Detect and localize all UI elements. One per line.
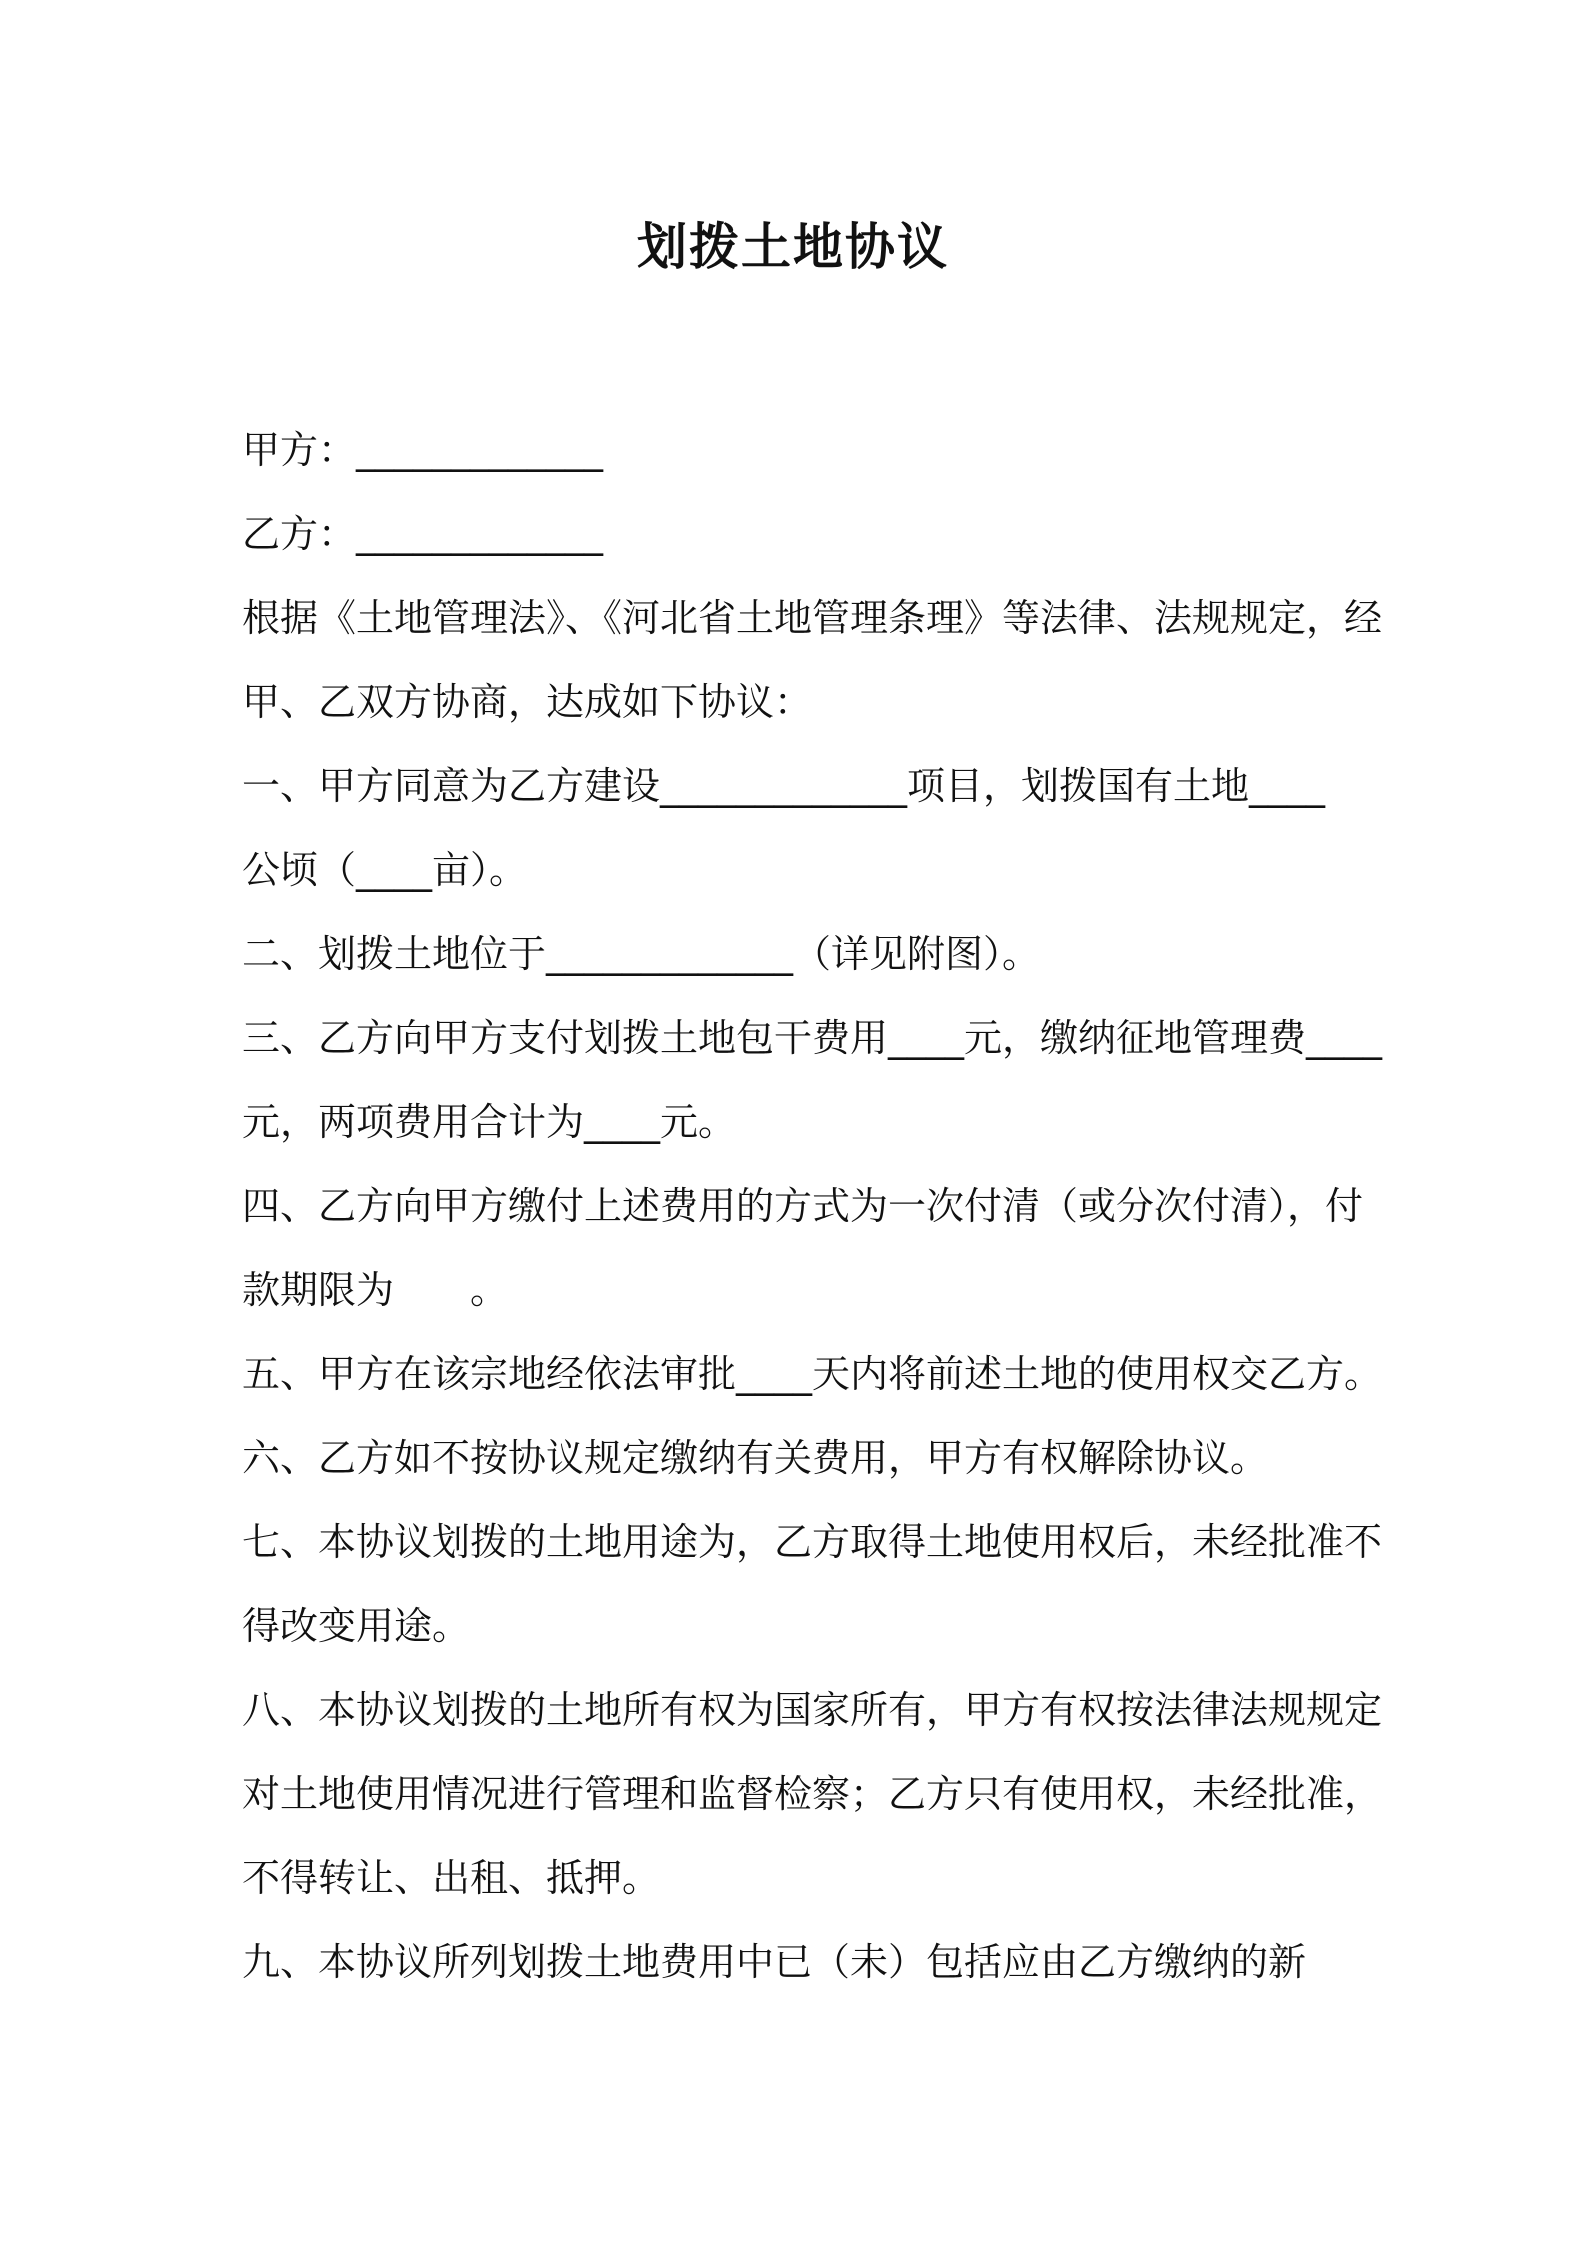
preamble-line-2: 甲、乙双方协商，达成如下协议： — [242, 680, 813, 724]
document-body — [242, 408, 1383, 2004]
clause-3-line-2: 元，两项费用合计为____元。 — [242, 1100, 737, 1144]
clause-5-line-1: 五、甲方在该宗地经依法审批____天内将前述土地的使用权交乙方。 — [242, 1352, 1383, 1396]
party-b-line: 乙方：_____________ — [242, 512, 604, 556]
preamble-line-1: 根据《土地管理法》、《河北省土地管理条理》等法律、法规规定，经 — [242, 596, 1383, 640]
clause-9-line-1: 九、本协议所列划拨土地费用中已（未）包括应由乙方缴纳的新 — [242, 1940, 1307, 1984]
clause-7-line-2: 得改变用途。 — [242, 1604, 471, 1648]
document-title: 划拨土地协议 — [637, 218, 949, 276]
clause-4-line-1: 四、乙方向甲方缴付上述费用的方式为一次付清（或分次付清），付 — [242, 1184, 1364, 1228]
party-a-line: 甲方：_____________ — [242, 428, 604, 472]
clause-8-line-3: 不得转让、出租、抵押。 — [242, 1856, 661, 1900]
clause-8-line-2: 对土地使用情况进行管理和监督检察；乙方只有使用权，未经批准， — [242, 1772, 1383, 1816]
clause-6-line-1: 六、乙方如不按协议规定缴纳有关费用，甲方有权解除协议。 — [242, 1436, 1269, 1480]
clause-1-line-2: 公顷（____亩）。 — [242, 848, 528, 892]
clause-7-line-1: 七、本协议划拨的土地用途为，乙方取得土地使用权后，未经批准不 — [242, 1520, 1383, 1564]
clause-8-line-1: 八、本协议划拨的土地所有权为国家所有，甲方有权按法律法规规定 — [242, 1688, 1383, 1732]
clause-4-line-2: 款期限为 。 — [242, 1268, 509, 1312]
clause-1-line-1: 一、甲方同意为乙方建设_____________项目，划拨国有土地____ — [242, 764, 1326, 808]
clause-2-line-1: 二、划拨土地位于_____________（详见附图）。 — [242, 932, 1041, 976]
clause-3-line-1: 三、乙方向甲方支付划拨土地包干费用____元，缴纳征地管理费____ — [242, 1016, 1383, 1060]
